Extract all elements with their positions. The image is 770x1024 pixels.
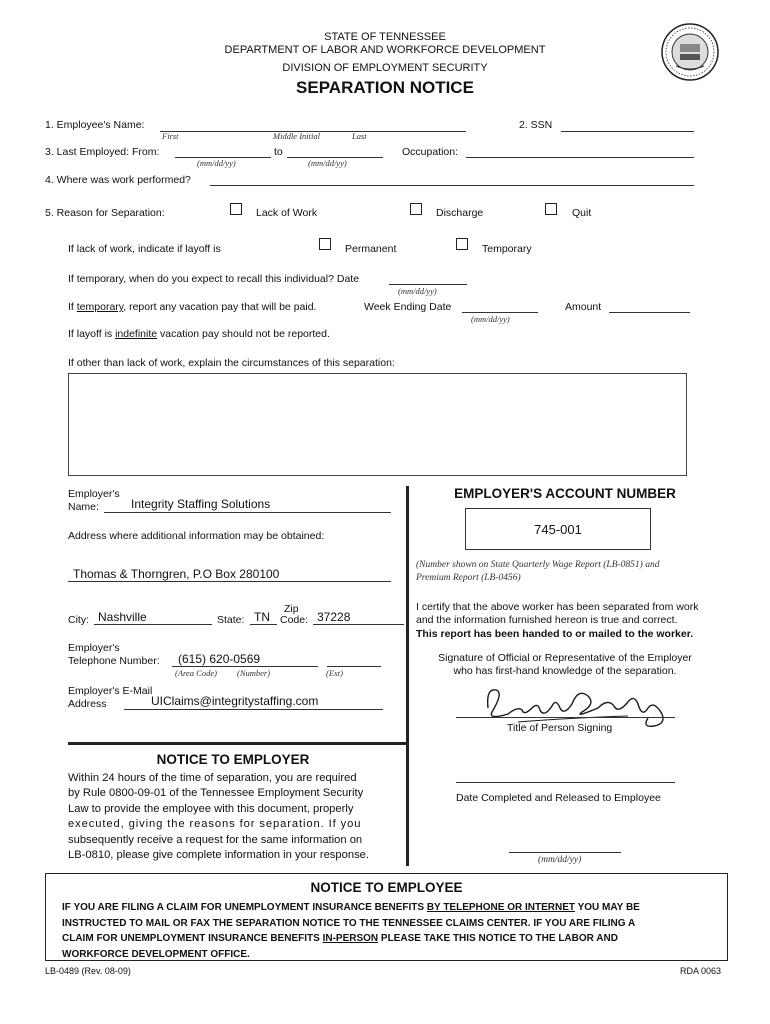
recall-date-field[interactable] (389, 284, 467, 285)
last-employed-label: 3. Last Employed: From: (45, 146, 160, 158)
header-department: DEPARTMENT OF LABOR AND WORKFORCE DEVELOPMENT (224, 44, 546, 56)
state-seal-icon (660, 22, 720, 82)
first-caption: First (162, 131, 179, 141)
middle-caption: Middle Initial (273, 131, 320, 141)
to-label: to (274, 146, 283, 158)
recall-date-label: If temporary, when do you expect to recall this individual? Date (68, 273, 360, 285)
employer-name-label-2: Name: (68, 501, 99, 513)
date-released-caption: (mm/dd/yy) (538, 855, 582, 865)
email-field[interactable] (124, 709, 383, 710)
employer-name-value: Integrity Staffing Solutions (131, 497, 271, 511)
email-value: UIClaims@integritystaffing.com (151, 694, 319, 708)
page-title: SEPARATION NOTICE (296, 78, 474, 97)
state-field[interactable] (250, 624, 277, 625)
notice-employee-heading: NOTICE TO EMPLOYEE (310, 880, 463, 895)
notice-employee-line-1: IF YOU ARE FILING A CLAIM FOR UNEMPLOYMENT INSURANCE BENEFITS BY TELEPHONE OR INTERNET YOU MAY BE (62, 902, 640, 913)
permanent-label: Permanent (345, 243, 397, 255)
zip-label-2: Code: (280, 614, 309, 626)
notice-employer-line: executed, giving the reasons for separation. If you (68, 818, 362, 831)
notice-employer-line: by Rule 0800-09-01 of the Tennessee Employment Security (68, 787, 364, 800)
notice-employee-line-3: CLAIM FOR UNEMPLOYMENT INSURANCE BENEFITS IN-PERSON PLEASE TAKE THIS NOTICE TO THE LABOR AND (62, 933, 618, 944)
date-released-label: Date Completed and Released to Employee (456, 792, 661, 804)
zip-field[interactable] (313, 624, 404, 625)
quit-label: Quit (572, 207, 592, 219)
signature-label-2: who has first-hand knowledge of the separation. (453, 665, 677, 677)
phone-label-1: Employer's (68, 642, 120, 654)
notice-employer-line: subsequently receive a request for the same information on (68, 833, 363, 846)
form-number: LB-0489 (Rev. 08-09) (45, 966, 131, 976)
week-ending-caption: (mm/dd/yy) (471, 314, 510, 324)
to-date-caption: (mm/dd/yy) (308, 158, 347, 168)
occupation-field[interactable] (466, 157, 694, 158)
zip-value: 37228 (317, 610, 351, 624)
indefinite-note: If layoff is indefinite vacation pay should not be reported. (68, 328, 330, 340)
work-location-label: 4. Where was work performed? (45, 174, 191, 186)
temporary-label: Temporary (482, 243, 532, 255)
city-field[interactable] (94, 624, 212, 625)
header-state: STATE OF TENNESSEE (324, 31, 446, 43)
week-ending-label: Week Ending Date (364, 301, 452, 313)
recall-date-caption: (mm/dd/yy) (398, 286, 437, 296)
ssn-field[interactable] (561, 131, 694, 132)
state-label: State: (217, 614, 245, 626)
employer-name-field[interactable] (104, 512, 391, 513)
lack-of-work-label: Lack of Work (256, 207, 318, 219)
number-caption: (Number) (237, 668, 271, 678)
area-code-caption: (Area Code) (175, 668, 217, 678)
address-label: Address where additional information may be obtained: (68, 530, 325, 542)
explanation-box[interactable] (68, 373, 687, 476)
notice-employer-top-rule (68, 742, 408, 745)
notice-employer-heading: NOTICE TO EMPLOYER (156, 752, 310, 767)
notice-employee-line-2: INSTRUCTED TO MAIL OR FAX THE SEPARATION NOTICE TO THE TENNESSEE CLAIMS CENTER. IF YOU ARE FILING A (62, 917, 636, 929)
date-released-date-field[interactable] (509, 852, 621, 853)
discharge-checkbox[interactable] (410, 203, 422, 215)
header-division: DIVISION OF EMPLOYMENT SECURITY (282, 62, 488, 74)
title-of-signer-label: Title of Person Signing (507, 722, 613, 734)
employee-name-label: 1. Employee's Name: (45, 119, 145, 131)
layoff-type-label: If lack of work, indicate if layoff is (68, 243, 221, 255)
account-number: 745-001 (534, 522, 582, 537)
account-note-1: (Number shown on State Quarterly Wage Report (LB-0851) and (416, 560, 660, 570)
zip-label-1: Zip (284, 603, 299, 615)
certify-line-2: and the information furnished hereon is true and correct. (416, 614, 678, 626)
reason-label: 5. Reason for Separation: (45, 207, 165, 219)
vacation-pay-label: If temporary, report any vacation pay that will be paid. (68, 301, 317, 313)
in-person-underlined: IN-PERSON (322, 933, 379, 944)
week-ending-field[interactable] (462, 312, 538, 313)
rda-number: RDA 0063 (680, 966, 722, 976)
certify-line-1: I certify that the above worker has been separated from work (416, 601, 699, 613)
notice-employer-body (68, 771, 369, 863)
date-released-field[interactable] (456, 782, 675, 783)
address-value: Thomas & Thorngren, P.O Box 280100 (73, 567, 280, 581)
notice-employee-line-4: WORKFORCE DEVELOPMENT OFFICE. (62, 948, 250, 960)
quit-checkbox[interactable] (545, 203, 557, 215)
discharge-label: Discharge (436, 207, 484, 219)
last-caption: Last (352, 131, 367, 141)
by-telephone-underlined: BY TELEPHONE OR INTERNET (426, 902, 575, 913)
account-heading: EMPLOYER'S ACCOUNT NUMBER (454, 486, 676, 501)
phone-label-2: Telephone Number: (68, 655, 160, 667)
phone-ext-field[interactable] (327, 666, 381, 667)
notice-employer-line: Within 24 hours of the time of separation, you are required (68, 772, 357, 784)
permanent-checkbox[interactable] (319, 238, 331, 250)
work-location-field[interactable] (210, 185, 694, 186)
notice-employer-line: Law to provide the employee with this document, properly (68, 802, 354, 815)
amount-field[interactable] (609, 312, 690, 313)
notice-employer-line: LB-0810, please give complete information in your response. (68, 849, 369, 862)
section-divider (406, 486, 409, 866)
ssn-label: 2. SSN (519, 119, 553, 131)
phone-field[interactable] (172, 666, 318, 667)
email-label-2: Address (68, 698, 107, 710)
city-label: City: (68, 614, 89, 626)
occupation-label: Occupation: (402, 146, 459, 158)
ext-caption: (Ext) (326, 668, 343, 678)
amount-label: Amount (565, 301, 602, 313)
employer-name-label-1: Employer's (68, 488, 120, 500)
explain-label: If other than lack of work, explain the circumstances of this separation: (68, 357, 395, 369)
email-label-1: Employer's E-Mail (68, 685, 153, 697)
certify-line-3: This report has been handed to or mailed to the worker. (416, 628, 694, 640)
signature-field[interactable] (456, 717, 675, 718)
lack-of-work-checkbox[interactable] (230, 203, 242, 215)
phone-value: (615) 620-0569 (178, 652, 261, 666)
account-note-2: Premium Report (LB-0456) (416, 573, 521, 583)
city-value: Nashville (98, 610, 147, 624)
address-field[interactable] (68, 581, 391, 582)
indefinite-underlined: indefinite (115, 328, 158, 340)
signature-label-1: Signature of Official or Representative of the Employer (438, 652, 692, 664)
from-date-caption: (mm/dd/yy) (197, 158, 236, 168)
temporary-checkbox[interactable] (456, 238, 468, 250)
notice-employee-body (62, 900, 640, 962)
state-value: TN (254, 610, 270, 624)
temporary-underlined: temporary (76, 301, 124, 313)
